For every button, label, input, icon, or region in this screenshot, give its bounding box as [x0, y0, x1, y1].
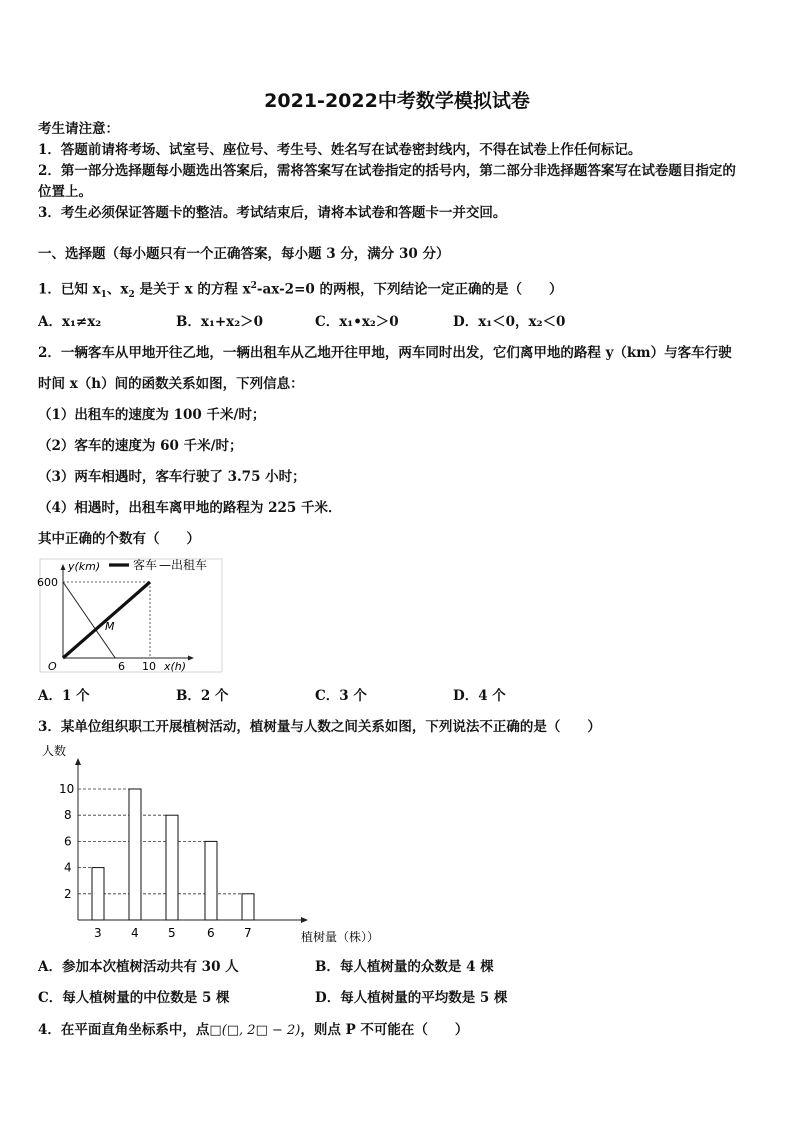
bar-y-tick-10: 10: [59, 782, 75, 796]
bar-y-tick-2: 2: [64, 886, 72, 901]
q2-option-c: C．3 个: [315, 688, 367, 704]
q4-point-formula: □(□, 2□ − 2): [209, 1023, 301, 1038]
q1-option-a: A．x₁≠x₂: [38, 314, 102, 330]
q3-option-d: D．每人植树量的平均数是 5 棵: [315, 990, 508, 1006]
bar-y-tick-8: 8: [64, 808, 72, 823]
bar-x-tick-4: 4: [131, 926, 139, 940]
q3-option-b: B．每人植树量的众数是 4 棵: [315, 959, 494, 975]
bar-7: [242, 894, 254, 920]
bar-x-tick-7: 7: [244, 926, 252, 940]
section-heading: 一、选择题（每小题只有一个正确答案，每小题 3 分，满分 30 分）: [38, 246, 450, 262]
notice-line-1: 1．答题前请将考场、试室号、座位号、考生号、姓名写在试卷密封线内，不得在试卷上作任何标记。: [38, 142, 642, 158]
legend-bus-label: 客车: [133, 558, 158, 572]
notice-line-2: 2．第一部分选择题每小题选出答案后，需将答案写在试卷指定的括号内，第二部分非选择题答案写在试卷题目指定的: [38, 163, 736, 179]
q1-option-b: B．x₁+x₂＞0: [176, 314, 264, 330]
bar-y-tick-6: 6: [64, 834, 72, 849]
q2-item-2: （2）客车的速度为 60 千米/时；: [38, 438, 243, 454]
bar-x-tick-6: 6: [207, 926, 215, 940]
page-title: 2021-2022中考数学模拟试卷: [264, 90, 530, 112]
bar-6: [205, 841, 217, 920]
q2-item-4: （4）相遇时，出租车离甲地的路程为 225 千米．: [38, 500, 342, 516]
bar-chart-y-ticks: [59, 782, 74, 901]
q2-item-3: （3）两车相遇时，客车行驶了 3.75 小时；: [38, 469, 306, 485]
q2-item-1: （1）出租车的速度为 100 千米/时；: [38, 407, 266, 423]
x-axis-arrow: [188, 656, 194, 661]
q2-option-d: D．4 个: [453, 688, 506, 704]
q3-option-c: C．每人植树量的中位数是 5 棵: [38, 990, 230, 1006]
distance-time-graph: [34, 556, 230, 678]
question-3: 3．某单位组织职工开展植树活动，植树量与人数之间关系如图，下列说法不正确的是（ ）: [38, 719, 601, 735]
question-4: 4．在平面直角坐标系中，点□(□, 2□ − 2)，则点 P 不可能在（ ）: [38, 1022, 469, 1038]
bar-x-axis-arrow: [301, 917, 308, 923]
bar-chart-x-label: 植树量（株））: [301, 930, 380, 944]
bar-x-tick-5: 5: [168, 926, 176, 940]
y-tick-600: 600: [37, 576, 58, 589]
notice-line-4: 3．考生必须保证答题卡的整洁。考试结束后，请将本试卷和答题卡一并交回。: [38, 205, 507, 221]
x-axis-label: x(h): [164, 660, 187, 673]
q2-ask: 其中正确的个数有（ ）: [38, 531, 200, 547]
origin-label: O: [48, 660, 57, 673]
bar-y-tick-4: 4: [64, 860, 72, 875]
question-1: 1．已知 $x_1$、$x_2$ 是关于 x 的方程 $x^2-ax-2=0$ 的两根，下列结论一定正确的是（ ）: [38, 281, 563, 301]
legend-taxi-label: —出租车: [159, 558, 208, 572]
question-2-line-1: 2．一辆客车从甲地开往乙地，一辆出租车从乙地开往甲地，两车同时出发，它们离甲地的路程 y（km）与客车行驶: [38, 345, 732, 361]
bar-chart-x-ticks: [94, 926, 252, 940]
question-2-line-2: 时间 x（h）间的函数关系如图，下列信息：: [38, 376, 304, 392]
bar-x-tick-3: 3: [94, 926, 102, 940]
tree-planting-bar-chart: [40, 742, 400, 948]
x-tick-6: 6: [118, 660, 125, 673]
y-axis-label: y(km): [68, 560, 101, 573]
bar-5: [166, 815, 178, 920]
bar-y-axis-arrow: [75, 758, 81, 765]
x-tick-10: 10: [142, 660, 156, 673]
notice-heading: 考生请注意：: [38, 121, 119, 137]
q2-option-b: B．2 个: [176, 688, 229, 704]
bar-3: [92, 868, 104, 920]
q1-option-d: D．x₁＜0，x₂＜0: [453, 314, 566, 330]
y-axis-arrow: [61, 564, 66, 570]
meet-point-label: M: [105, 620, 115, 633]
notice-line-3: 位置上。: [38, 184, 92, 200]
q2-option-a: A．1 个: [38, 688, 90, 704]
bar-4: [129, 789, 141, 920]
q1-option-c: C．x₁•x₂＞0: [315, 314, 399, 330]
bar-chart-y-label: 人数: [42, 744, 67, 758]
bar-chart-bars: [92, 789, 254, 920]
q3-option-a: A．参加本次植树活动共有 30 人: [38, 959, 239, 975]
